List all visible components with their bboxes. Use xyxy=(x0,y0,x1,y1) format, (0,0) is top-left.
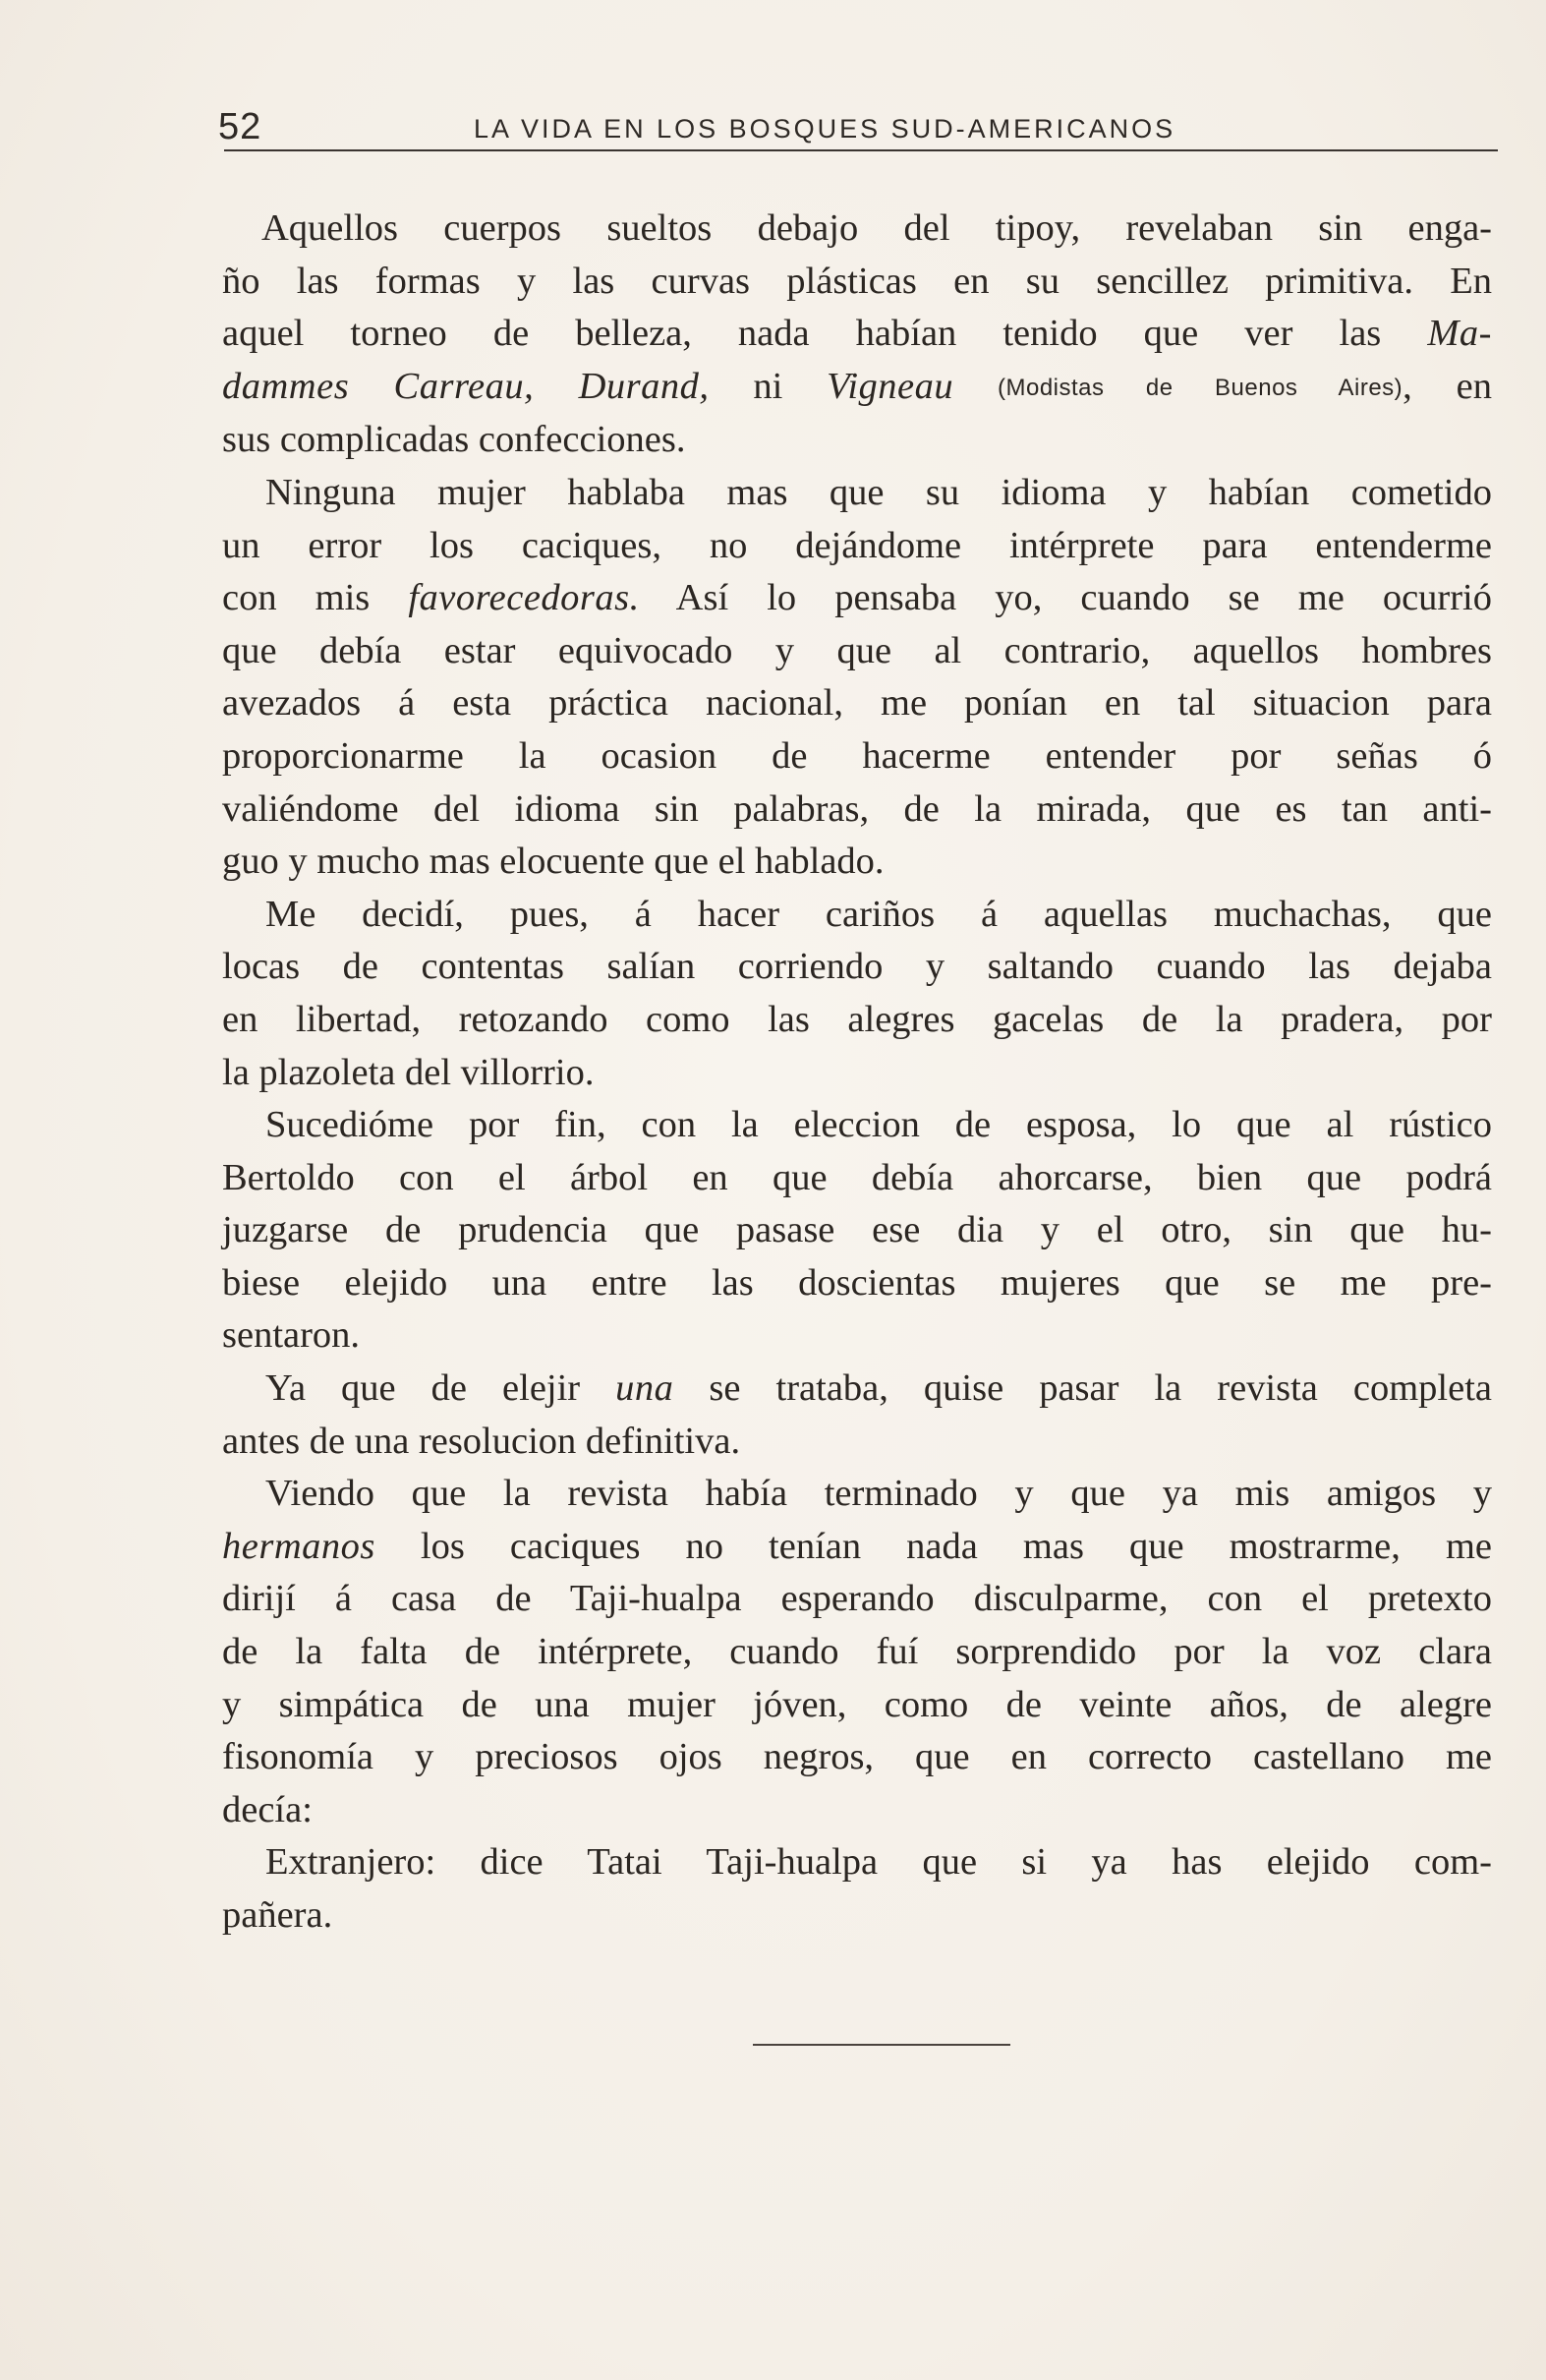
text-line xyxy=(222,836,1492,889)
text-run: juzgarse de prudencia que pasase ese dia y el otro, sin que hu- xyxy=(222,1209,1492,1251)
text-run: de la falta de intérprete, cuando fuí sorprendido por la voz clara xyxy=(222,1631,1492,1673)
text-line xyxy=(222,1047,1492,1100)
text-line xyxy=(222,414,1492,467)
text-line xyxy=(222,1679,1492,1732)
paragraph xyxy=(222,1468,1492,1836)
italic-text: una xyxy=(615,1367,674,1410)
text-line xyxy=(222,1099,1492,1152)
body-text xyxy=(222,203,1492,1943)
text-line xyxy=(222,994,1492,1047)
text-run: con mis xyxy=(222,577,409,619)
italic-text: favorecedoras. xyxy=(408,577,640,619)
text-line xyxy=(222,520,1492,573)
paragraph xyxy=(222,467,1492,889)
text-line xyxy=(222,730,1492,784)
page-header xyxy=(218,106,1496,147)
text-line xyxy=(222,784,1492,837)
text-run: los caciques no tenían nada mas que mostrarme, me xyxy=(374,1525,1492,1567)
text-line xyxy=(222,1626,1492,1679)
text-run: decía: xyxy=(222,1788,313,1830)
closing-rule xyxy=(753,2044,1010,2046)
text-run: la plazoleta del villorrio. xyxy=(222,1051,595,1093)
text-run: fisonomía y preciosos ojos negros, que en correcto castellano me xyxy=(222,1736,1492,1778)
text-line xyxy=(222,1363,1492,1416)
page-number: 52 xyxy=(218,106,262,147)
text-line xyxy=(222,1468,1492,1521)
text-run: y simpática de una mujer jóven, como de veinte años, de alegre xyxy=(222,1683,1492,1725)
text-line xyxy=(222,1204,1492,1257)
text-run: locas de contentas salían corriendo y saltando cuando las dejaba xyxy=(222,946,1492,988)
text-line xyxy=(222,203,1492,256)
text-run: proporcionarme la ocasion de hacerme entender por señas ó xyxy=(222,734,1492,777)
text-line xyxy=(222,361,1492,415)
running-title: LA VIDA EN LOS BOSQUES SUD-AMERICANOS xyxy=(474,114,1176,144)
text-line xyxy=(222,572,1492,625)
text-line xyxy=(222,889,1492,942)
text-run: ño las formas y las curvas plásticas en su sencillez primitiva. En xyxy=(222,260,1492,302)
paragraph xyxy=(222,1099,1492,1363)
parenthetical-note: (Modistas de Buenos Aires) xyxy=(997,374,1403,401)
paragraph xyxy=(222,1363,1492,1468)
text-run: antes de una resolucion definitiva. xyxy=(222,1420,741,1462)
text-run: Aquellos cuerpos sueltos debajo del tipoy, revelaban sin enga- xyxy=(261,207,1492,249)
text-run: avezados á esta práctica nacional, me ponían en tal situacion para xyxy=(222,682,1492,725)
text-run: Sucedióme por fin, con la eleccion de esposa, lo que al rústico xyxy=(265,1104,1492,1146)
text-line xyxy=(222,1836,1492,1889)
text-line xyxy=(222,1784,1492,1837)
text-run: biese elejido una entre las doscientas mujeres que se me pre- xyxy=(222,1261,1492,1304)
italic-text: Vigneau xyxy=(827,365,954,407)
text-run: guo y mucho mas elocuente que el hablado. xyxy=(222,841,885,883)
text-line xyxy=(222,1889,1492,1943)
text-line xyxy=(222,941,1492,994)
text-line xyxy=(222,1152,1492,1205)
italic-text: hermanos xyxy=(222,1525,375,1567)
text-run: , en xyxy=(1403,365,1492,407)
text-run: pañera. xyxy=(222,1894,333,1936)
text-run: Ya que de elejir xyxy=(265,1367,616,1410)
text-run xyxy=(953,366,998,407)
text-line xyxy=(222,1309,1492,1363)
text-line xyxy=(222,308,1492,361)
italic-text: Ma- xyxy=(1427,313,1492,355)
text-run: sus complicadas confecciones. xyxy=(222,419,686,461)
paragraph xyxy=(222,203,1492,467)
text-run: sentaron. xyxy=(222,1314,361,1357)
paragraph xyxy=(222,889,1492,1099)
text-run: aquel torneo de belleza, nada habían tenido que ver las xyxy=(222,313,1428,355)
italic-text: dammes Carreau, Durand, xyxy=(222,365,710,407)
text-run: Viendo que la revista había terminado y que ya mis amigos y xyxy=(265,1473,1492,1515)
text-run: se trataba, quise pasar la revista completa xyxy=(673,1367,1492,1410)
text-run: Ninguna mujer hablaba mas que su idioma y habían cometido xyxy=(265,471,1492,513)
text-run: que debía estar equivocado y que al contrario, aquellos hombres xyxy=(222,629,1492,671)
text-run: dirijí á casa de Taji-hualpa esperando disculparme, con el pretexto xyxy=(222,1578,1492,1620)
text-line xyxy=(222,1416,1492,1469)
text-run: valiéndome del idioma sin palabras, de la mirada, que es tan anti- xyxy=(222,787,1492,830)
text-line xyxy=(222,256,1492,309)
text-line xyxy=(222,625,1492,678)
text-line xyxy=(222,677,1492,730)
header-rule xyxy=(224,149,1498,151)
text-run: Extranjero: dice Tatai Taji-hualpa que si ya has elejido com- xyxy=(265,1841,1492,1884)
text-line xyxy=(222,1257,1492,1310)
text-line xyxy=(222,1573,1492,1626)
text-line xyxy=(222,467,1492,520)
text-run: Así lo pensaba yo, cuando se me ocurrió xyxy=(639,577,1493,619)
paragraph xyxy=(222,1836,1492,1942)
text-line xyxy=(222,1521,1492,1574)
text-run: Bertoldo con el árbol en que debía ahorcarse, bien que podrá xyxy=(222,1156,1492,1198)
text-line xyxy=(222,1731,1492,1784)
text-run: en libertad, retozando como las alegres gacelas de la pradera, por xyxy=(222,998,1492,1040)
text-run: un error los caciques, no dejándome intérprete para entenderme xyxy=(222,524,1492,566)
text-run: ni xyxy=(709,365,828,407)
text-run: Me decidí, pues, á hacer cariños á aquellas muchachas, que xyxy=(265,893,1492,935)
